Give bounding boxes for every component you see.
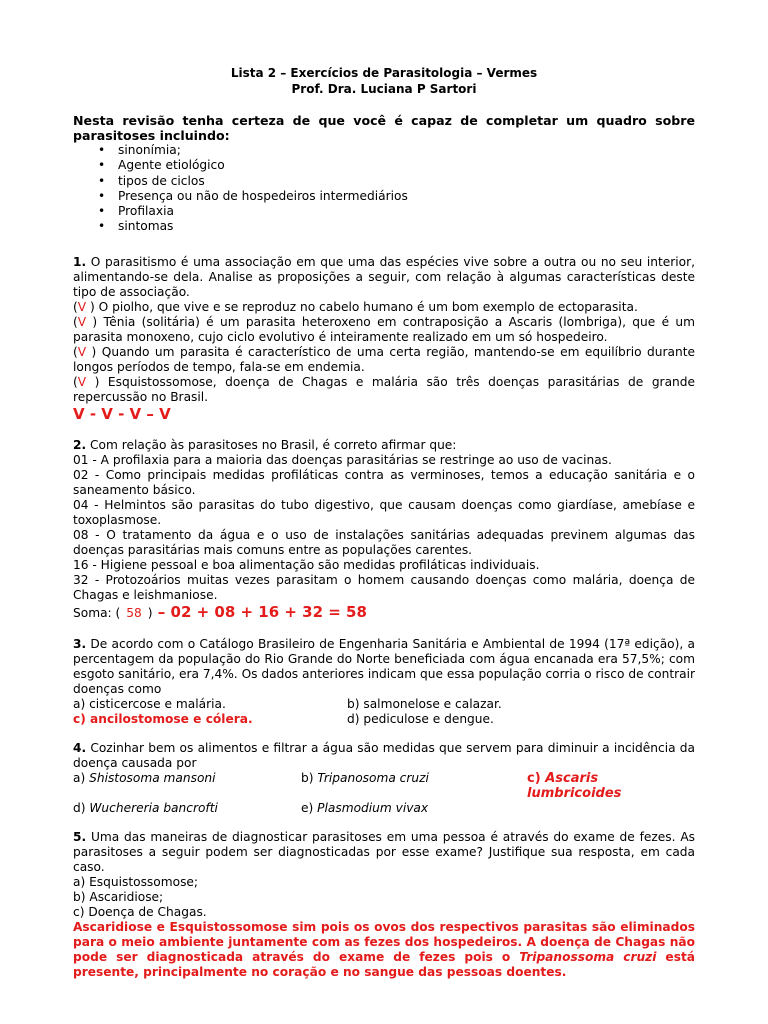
bullet-icon: • xyxy=(98,158,106,173)
soma-value: 58 xyxy=(126,605,142,620)
bullet-icon: • xyxy=(98,173,106,188)
options xyxy=(73,771,695,816)
options xyxy=(73,697,695,727)
question-number: 2. xyxy=(73,437,87,452)
question-2 xyxy=(73,438,695,453)
question-1 xyxy=(73,255,695,300)
option-b: b) salmonelose e calazar. xyxy=(347,696,502,711)
list-item: • tipos de ciclos xyxy=(98,173,205,188)
question-text: O parasitismo é uma associação em que uma das espécies vive sobre a outra ou no seu interior, alimentando-se dela. Analise as proposições a seguir, com relação à algumas características deste tipo de associação. xyxy=(73,254,696,299)
proposition: (V ) O piolho, que vive e se reproduz no cabelo humano é um bom exemplo de ectoparasita. xyxy=(73,299,638,314)
intro-list xyxy=(73,143,695,235)
statement: 02 - Como principais medidas profiláticas contra as verminoses, temos a educação sanitária e o saneamento básico. xyxy=(73,467,695,497)
list-item: • sinonímia; xyxy=(98,143,181,157)
bullet-icon: • xyxy=(98,188,106,203)
question-5 xyxy=(73,830,695,875)
option-b: b) Tripanosoma cruzi xyxy=(301,770,429,785)
statement: 16 - Higiene pessoal e boa alimentação são medidas profiláticas individuais. xyxy=(73,557,540,572)
question-text: Uma das maneiras de diagnosticar parasitoses em uma pessoa é através do exame de fezes. As parasitoses a seguir podem ser diagnosticadas por esse exame? Justifique sua resposta, em cada caso. xyxy=(73,829,696,874)
bullet-icon: • xyxy=(98,204,106,219)
question-number: 5. xyxy=(73,829,87,844)
question-4 xyxy=(73,741,695,771)
option-a: a) cisticercose e malária. xyxy=(73,696,226,711)
document-title: Lista 2 – Exercícios de Parasitologia – Vermes xyxy=(230,66,538,80)
question-text: De acordo com o Catálogo Brasileiro de Engenharia Sanitária e Ambiental de 1994 (17ª edição), a percentagem da população do Rio Grande do Norte beneficiada com água encanada era 57,5%; com esgoto sanitário, era 7,4%. Os dados anteriores indicam que essa população corria o risco de contrair doenças como xyxy=(73,636,695,696)
option-d: d) pediculose e dengue. xyxy=(347,711,494,726)
list-item: • Presença ou não de hospedeiros intermediários xyxy=(98,188,408,203)
proposition: (V ) Quando um parasita é característico de uma certa região, mantendo-se em equilíbrio durante longos períodos de tempo, fala-se em endemia. xyxy=(73,344,695,374)
option-c: c) Doença de Chagas. xyxy=(73,904,207,919)
question-number: 3. xyxy=(73,636,87,651)
statement: 32 - Protozoários muitas vezes parasitam o homem causando doenças como malária, doença de Chagas e leishmaniose. xyxy=(73,572,695,602)
statement: 08 - O tratamento da água e o uso de instalações sanitárias adequadas previnem algumas das doenças parasitárias mais comuns entre as populações carentes. xyxy=(73,527,695,557)
document-author: Prof. Dra. Luciana P Sartori xyxy=(291,81,477,96)
bullet-icon: • xyxy=(98,219,106,234)
proposition: (V ) Tênia (solitária) é um parasita heteroxeno em contraposição a Ascaris (lombriga), que é um parasita monoxeno, cujo ciclo evolutivo é inteiramente realizado em um só hospedeiro. xyxy=(73,314,695,344)
soma-line: Soma: ( 58 ) – 02 + 08 + 16 + 32 = 58 xyxy=(73,602,367,621)
option-c-answer: c) Ascaris lumbricoides xyxy=(527,770,622,801)
answer-5: Ascaridiose e Esquistossomose sim pois os ovos dos respectivos parasitas são eliminados para o meio ambiente juntamente com as fezes dos hospedeiros. A doença de Chagas não pode ser diagnosticada através do exame de fezes pois o Tripanossoma cruzi está presente, principalmente no coração e no sangue das pessoas doentes. xyxy=(73,919,695,979)
answer-1: V - V - V – V xyxy=(73,404,171,423)
option-e: e) Plasmodium vivax xyxy=(301,800,429,815)
question-3 xyxy=(73,637,695,697)
option-a: a) Esquistossomose; xyxy=(73,874,199,889)
option-a: a) Shistosoma mansoni xyxy=(73,770,216,785)
list-item: • Agente etiológico xyxy=(98,158,225,173)
list-item: • sintomas xyxy=(98,219,174,234)
question-number: 1. xyxy=(73,254,87,269)
question-text: Cozinhar bem os alimentos e filtrar a água são medidas que servem para diminuir a incidência da doença causada por xyxy=(73,740,695,770)
statement: 04 - Helmintos são parasitas do tubo digestivo, que causam doenças como giardíase, amebíase e toxoplasmose. xyxy=(73,497,695,527)
intro-text: Nesta revisão tenha certeza de que você é capaz de completar um quadro sobre parasitoses incluindo: xyxy=(73,113,695,143)
option-c-answer: c) ancilostomose e cólera. xyxy=(73,711,253,726)
option-b: b) Ascaridiose; xyxy=(73,889,164,904)
option-d: d) Wuchereria bancrofti xyxy=(73,800,218,815)
question-number: 4. xyxy=(73,740,87,755)
list-item: • Profilaxia xyxy=(98,204,174,219)
document-page xyxy=(73,66,695,980)
bullet-icon: • xyxy=(98,143,106,157)
proposition: (V ) Esquistossomose, doença de Chagas e malária são três doenças parasitárias de grande repercussão no Brasil. xyxy=(73,374,695,404)
answer-2: – 02 + 08 + 16 + 32 = 58 xyxy=(152,602,367,621)
question-text: Com relação às parasitoses no Brasil, é correto afirmar que: xyxy=(90,437,457,452)
statement: 01 - A profilaxia para a maioria das doenças parasitárias se restringe ao uso de vacinas. xyxy=(73,452,612,467)
